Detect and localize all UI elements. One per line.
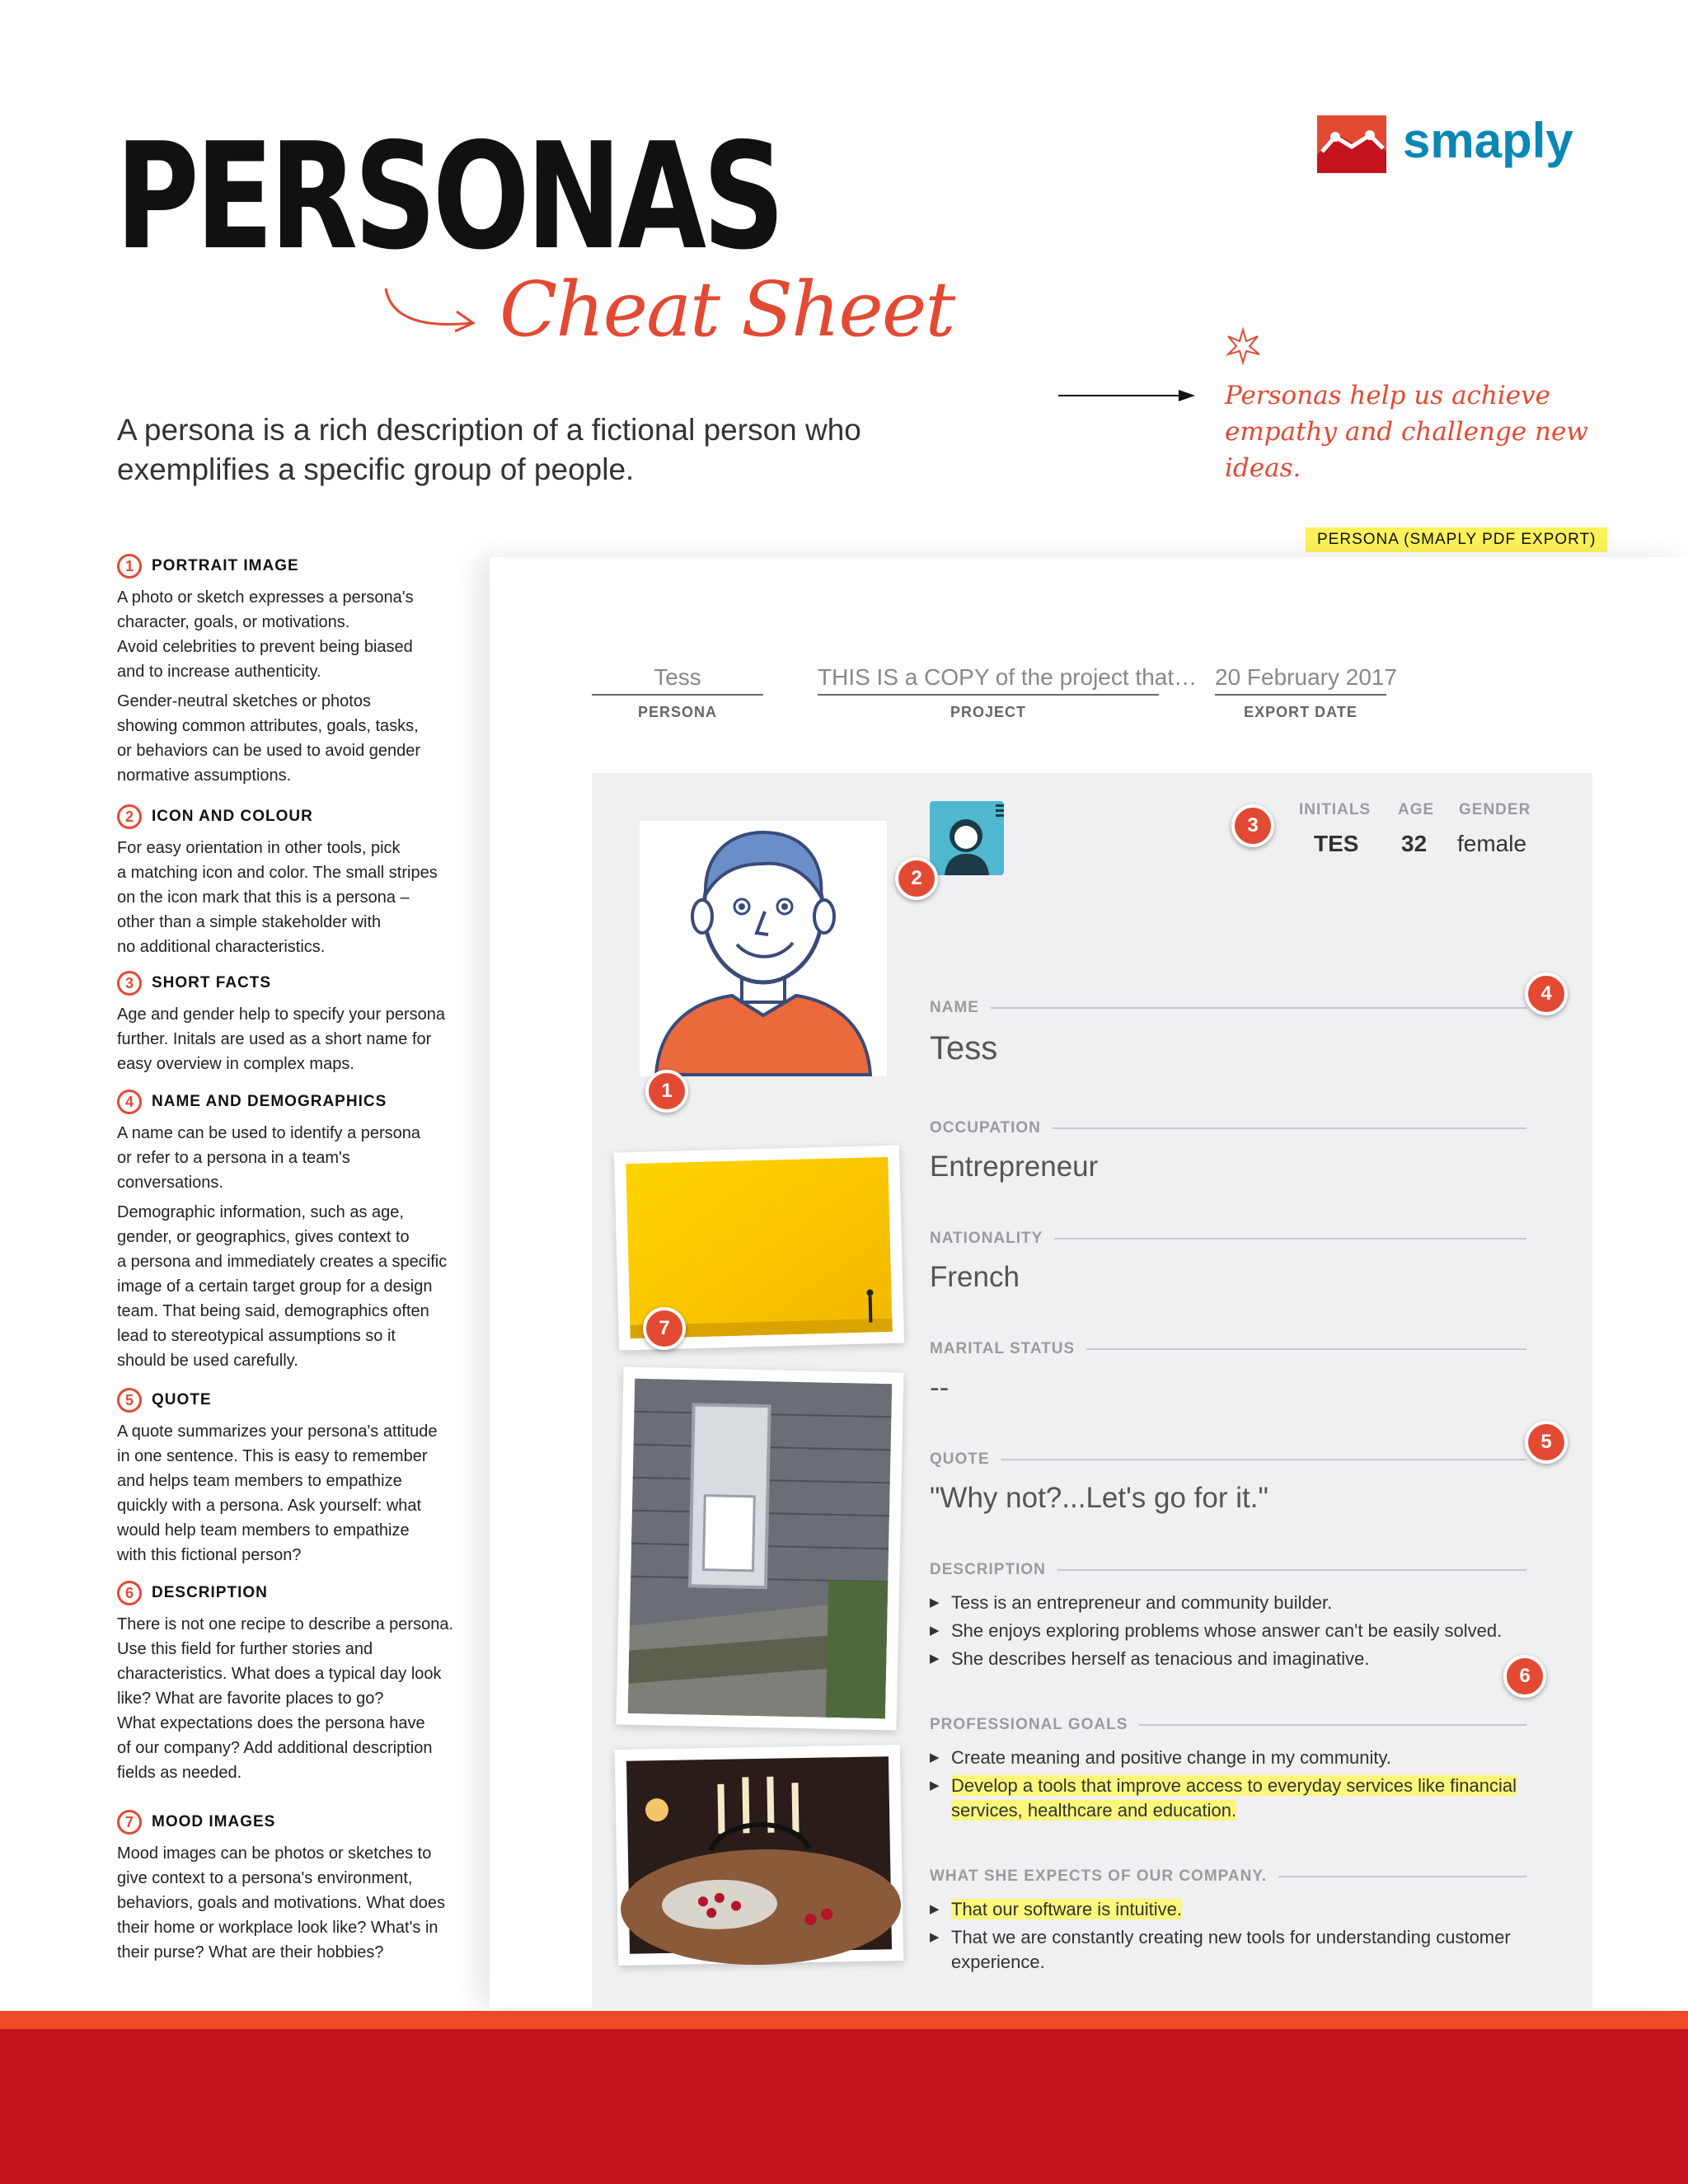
guide-section <box>117 971 463 1076</box>
expectation-item: ▶ That we are constantly creating new tools for understanding customer experience. <box>930 1925 1526 1975</box>
guide-heading: DESCRIPTION <box>152 1584 268 1601</box>
initials-label: INITIALS <box>1299 801 1372 818</box>
guide-heading: ICON AND COLOUR <box>152 808 313 825</box>
guide-heading: SHORT FACTS <box>152 974 272 991</box>
guide-section <box>117 1581 463 1785</box>
guide-number-badge: 4 <box>117 1090 142 1114</box>
meta-value: THIS IS a COPY of the project that… <box>818 664 1159 696</box>
guide-paragraph: There is not one recipe to describe a persona. Use this field for further stories and characteristics. What does a typical day look like? What are favorite places to go? What expectations does the persona have of our company? Add additional description fields as needed. <box>117 1615 454 1782</box>
marker-description: 6 <box>1503 1655 1546 1698</box>
footer-band <box>0 2029 1688 2184</box>
guide-paragraph: Gender-neutral sketches or photos showing common attributes, goals, tasks, or behaviors can be used to avoid gender normative assumptions. <box>117 692 421 785</box>
guide-paragraph: Demographic information, such as age, gender, or geographics, gives context to a persona and immediately creates a specific image of a certain target group for a design team. That being said, demographics often lead to stereotypical assumptions so it should be used carefully. <box>117 1203 448 1370</box>
guide-paragraph: A photo or sketch expresses a persona's character, goals, or motivations. Avoid celebrities to prevent being biased and to increase authenticity. <box>117 588 414 681</box>
initials-value: TES <box>1314 831 1359 856</box>
marker-short-facts: 3 <box>1231 804 1274 847</box>
arrow-right-icon <box>1058 387 1198 404</box>
expectations-field <box>930 1868 1526 1978</box>
footer-stripe <box>0 2011 1688 2029</box>
guide-heading: QUOTE <box>152 1391 212 1408</box>
description-item: ▶ She describes herself as tenacious and imaginative. <box>930 1647 1526 1671</box>
guide-number-badge: 6 <box>117 1581 142 1605</box>
name-value: Tess <box>930 1030 998 1066</box>
occupation-value: Entrepreneur <box>930 1151 1099 1183</box>
persona-icon <box>930 801 1007 877</box>
name-field <box>930 999 1526 1067</box>
description-item: ▶ Tess is an entrepreneur and community builder. <box>930 1591 1526 1615</box>
guide-section <box>117 1388 463 1568</box>
mood-image-dinner-table <box>615 1745 904 1966</box>
field-label: PROFESSIONAL GOALS <box>930 1716 1526 1734</box>
marker-name: 4 <box>1525 972 1568 1015</box>
meta-label: EXPORT DATE <box>1244 704 1357 720</box>
guide-paragraph: A quote summarizes your persona's attitude in one sentence. This is easy to remember and helps team members to empathize quickly with a persona. Ask yourself: what would help team members to empathize with this fictional person? <box>117 1422 438 1564</box>
export-tag: PERSONA (SMAPLY PDF EXPORT) <box>1306 527 1607 552</box>
nationality-field <box>930 1230 1526 1294</box>
gender-value: female <box>1457 831 1527 856</box>
goal-item-highlight: Develop a tools that improve access to everyday services like financial services, healthcare and education. <box>951 1775 1517 1821</box>
goal-item: ▶ Create meaning and positive change in my community. <box>930 1746 1526 1770</box>
field-label: QUOTE <box>930 1451 1526 1469</box>
field-label: NAME <box>930 999 1526 1017</box>
description-field <box>930 1561 1526 1675</box>
field-label: DESCRIPTION <box>930 1561 1526 1579</box>
field-label: WHAT SHE EXPECTS OF OUR COMPANY. <box>930 1868 1526 1886</box>
guide-number-badge: 1 <box>117 554 142 579</box>
meta-persona <box>592 664 763 721</box>
professional-goals-field <box>930 1716 1526 1826</box>
meta-value: Tess <box>592 664 763 696</box>
expectation-item-highlight: That our software is intuitive. <box>951 1899 1183 1919</box>
occupation-field <box>930 1119 1526 1183</box>
page-title: PERSONAS <box>115 111 781 282</box>
guide-paragraph: Mood images can be photos or sketches to give context to a persona's environment, behaviors, goals and motivations. What does their home or workplace look like? What's in their purse? What are their hobbies? <box>117 1844 445 1961</box>
meta-export-date <box>1215 664 1398 721</box>
mood-image-stone-wall <box>616 1366 903 1730</box>
meta-label: PROJECT <box>950 704 1027 720</box>
guide-heading: MOOD IMAGES <box>152 1813 276 1830</box>
guide-heading: NAME AND DEMOGRAPHICS <box>152 1093 387 1110</box>
guide-paragraph: For easy orientation in other tools, pick a matching icon and color. The small stripes on the icon mark that this is a persona – other than a simple stakeholder with no additional characteristics. <box>117 839 438 956</box>
quote-value: "Why not?...Let's go for it." <box>930 1482 1268 1514</box>
quote-field <box>930 1451 1526 1515</box>
dinner-table-image <box>626 1756 892 1954</box>
field-label: MARITAL STATUS <box>930 1340 1526 1358</box>
field-label: OCCUPATION <box>930 1119 1526 1137</box>
marker-portrait: 1 <box>645 1070 688 1113</box>
guide-paragraph: Age and gender help to specify your persona further. Initals are used as a short name for easy overview in complex maps. <box>117 1005 446 1073</box>
guide-paragraph: A name can be used to identify a persona or refer to a persona in a team's conversations. <box>117 1124 421 1192</box>
stone-wall-image <box>628 1379 892 1718</box>
guide-number-badge: 7 <box>117 1810 142 1835</box>
age-value: 32 <box>1401 831 1428 856</box>
marital-status-field <box>930 1340 1526 1404</box>
guide-section <box>117 1090 463 1373</box>
age-label: AGE <box>1398 801 1435 818</box>
guide-number-badge: 3 <box>117 971 142 996</box>
sparkle-icon <box>1225 328 1261 364</box>
description-item: ▶ She enjoys exploring problems whose answer can't be easily solved. <box>930 1619 1526 1643</box>
portrait-sketch-icon <box>640 821 887 1076</box>
brand-name: smaply <box>1403 113 1573 168</box>
guide-section <box>117 804 463 959</box>
marker-quote: 5 <box>1525 1421 1568 1464</box>
intro-text: A persona is a rich description of a fictional person who exemplifies a specific group of people. <box>117 413 861 486</box>
meta-label: PERSONA <box>637 704 717 720</box>
marker-icon: 2 <box>895 857 938 900</box>
goal-item <box>930 1774 1526 1823</box>
curved-arrow-icon <box>381 285 480 335</box>
meta-project <box>818 664 1198 721</box>
gender-label: GENDER <box>1459 801 1531 818</box>
meta-value: 20 February 2017 <box>1215 664 1386 696</box>
field-label: NATIONALITY <box>930 1230 1526 1248</box>
guide-number-badge: 5 <box>117 1388 142 1413</box>
nationality-value: French <box>930 1261 1020 1293</box>
marital-status-value: -- <box>930 1371 950 1404</box>
expectation-item <box>930 1897 1526 1922</box>
guide-section <box>117 1810 463 1965</box>
guide-heading: PORTRAIT IMAGE <box>152 557 299 574</box>
page-subtitle: Cheat Sheet <box>499 265 954 354</box>
guide-number-badge: 2 <box>117 804 142 829</box>
guide-section <box>117 554 463 788</box>
marker-mood-images: 7 <box>643 1307 686 1350</box>
empathy-note: Personas help us achieve empathy and challenge new ideas. <box>1225 381 1588 483</box>
